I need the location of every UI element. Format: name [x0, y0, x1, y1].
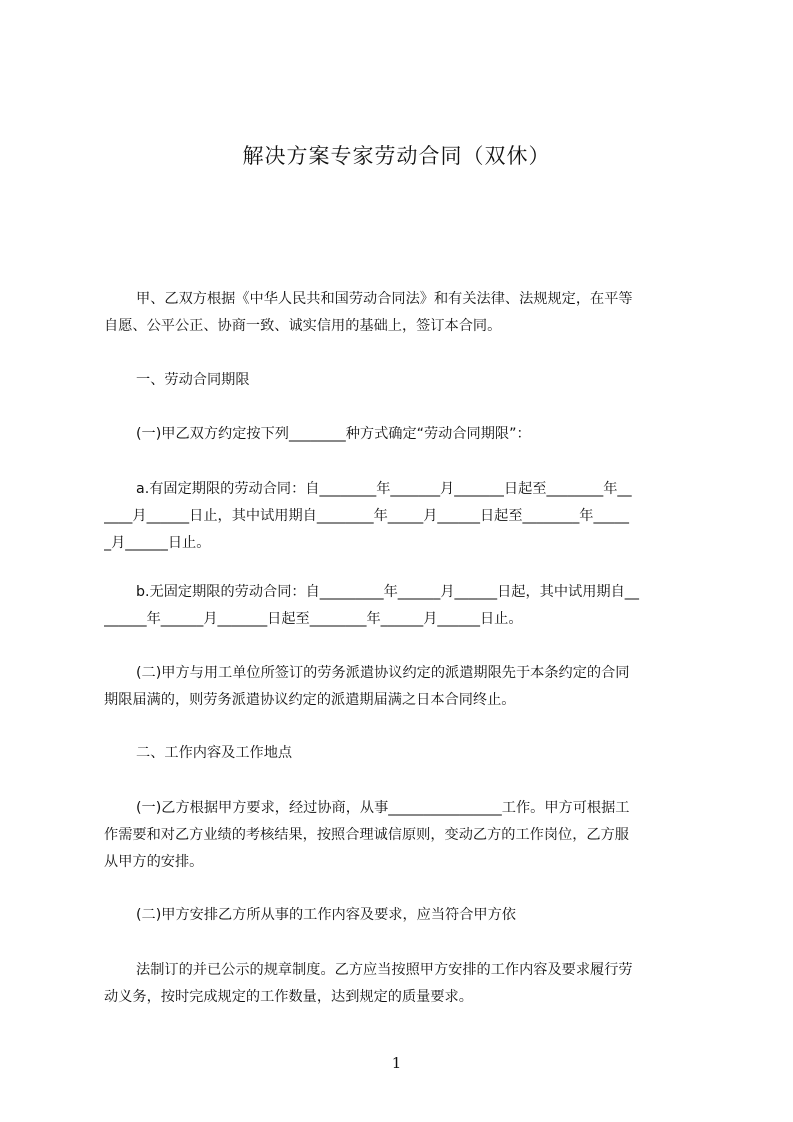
section-1-item-b-line-2: ______年______月_______日起至________年______月______日止。: [104, 611, 523, 627]
section-1-item-1: (一)甲乙双方约定按下列________种方式确定“劳动合同期限”：: [136, 426, 531, 442]
section-1-item-a-line-2: ____月______日止，其中试用期自________年_____月______日起至________年_____: [104, 508, 629, 524]
section-1-heading: 一、劳动合同期限: [136, 372, 250, 388]
section-2-item-1-line-3: 从甲方的安排。: [104, 854, 204, 870]
section-1-item-a-line-3: _月______日止。: [104, 535, 211, 551]
page-number: 1: [391, 1054, 402, 1072]
section-2-item-2-cont-line-2: 动义务，按时完成规定的工作数量，达到规定的质量要求。: [104, 989, 473, 1005]
section-1-item-2-line-1: (二)甲方与用工单位所签订的劳务派遣协议约定的派遣期限先于本条约定的合同: [136, 665, 630, 681]
section-2-item-2: (二)甲方安排乙方所从事的工作内容及要求，应当符合甲方依: [136, 907, 516, 923]
section-2-item-1-line-2: 作需要和对乙方业绩的考核结果，按照合理诚信原则，变动乙方的工作岗位，乙方服: [104, 827, 629, 843]
intro-line-1: 甲、乙双方根据《中华人民共和国劳动合同法》和有关法律、法规规定，在平等: [136, 291, 633, 307]
section-1-item-b-line-1: b.无固定期限的劳动合同：自_________年______月______日起，其中试用期自__: [136, 584, 639, 600]
section-2-item-1-line-1: (一)乙方根据甲方要求，经过协商，从事________________工作。甲方可根据工: [136, 800, 630, 816]
section-1-item-a-line-1: a.有固定期限的劳动合同：自________年_______月_______日起至________年__: [136, 481, 632, 497]
intro-line-2: 自愿、公平公正、协商一致、诚实信用的基础上，签订本合同。: [104, 318, 502, 334]
section-1-item-2-line-2: 期限届满的，则劳务派遣协议约定的派遣期届满之日本合同终止。: [104, 692, 516, 708]
document-title: 解决方案专家劳动合同（双休）: [242, 144, 551, 168]
section-2-item-2-cont-line-1: 法制订的并已公示的规章制度。乙方应当按照甲方安排的工作内容及要求履行劳: [136, 962, 633, 978]
section-2-heading: 二、工作内容及工作地点: [136, 745, 293, 761]
